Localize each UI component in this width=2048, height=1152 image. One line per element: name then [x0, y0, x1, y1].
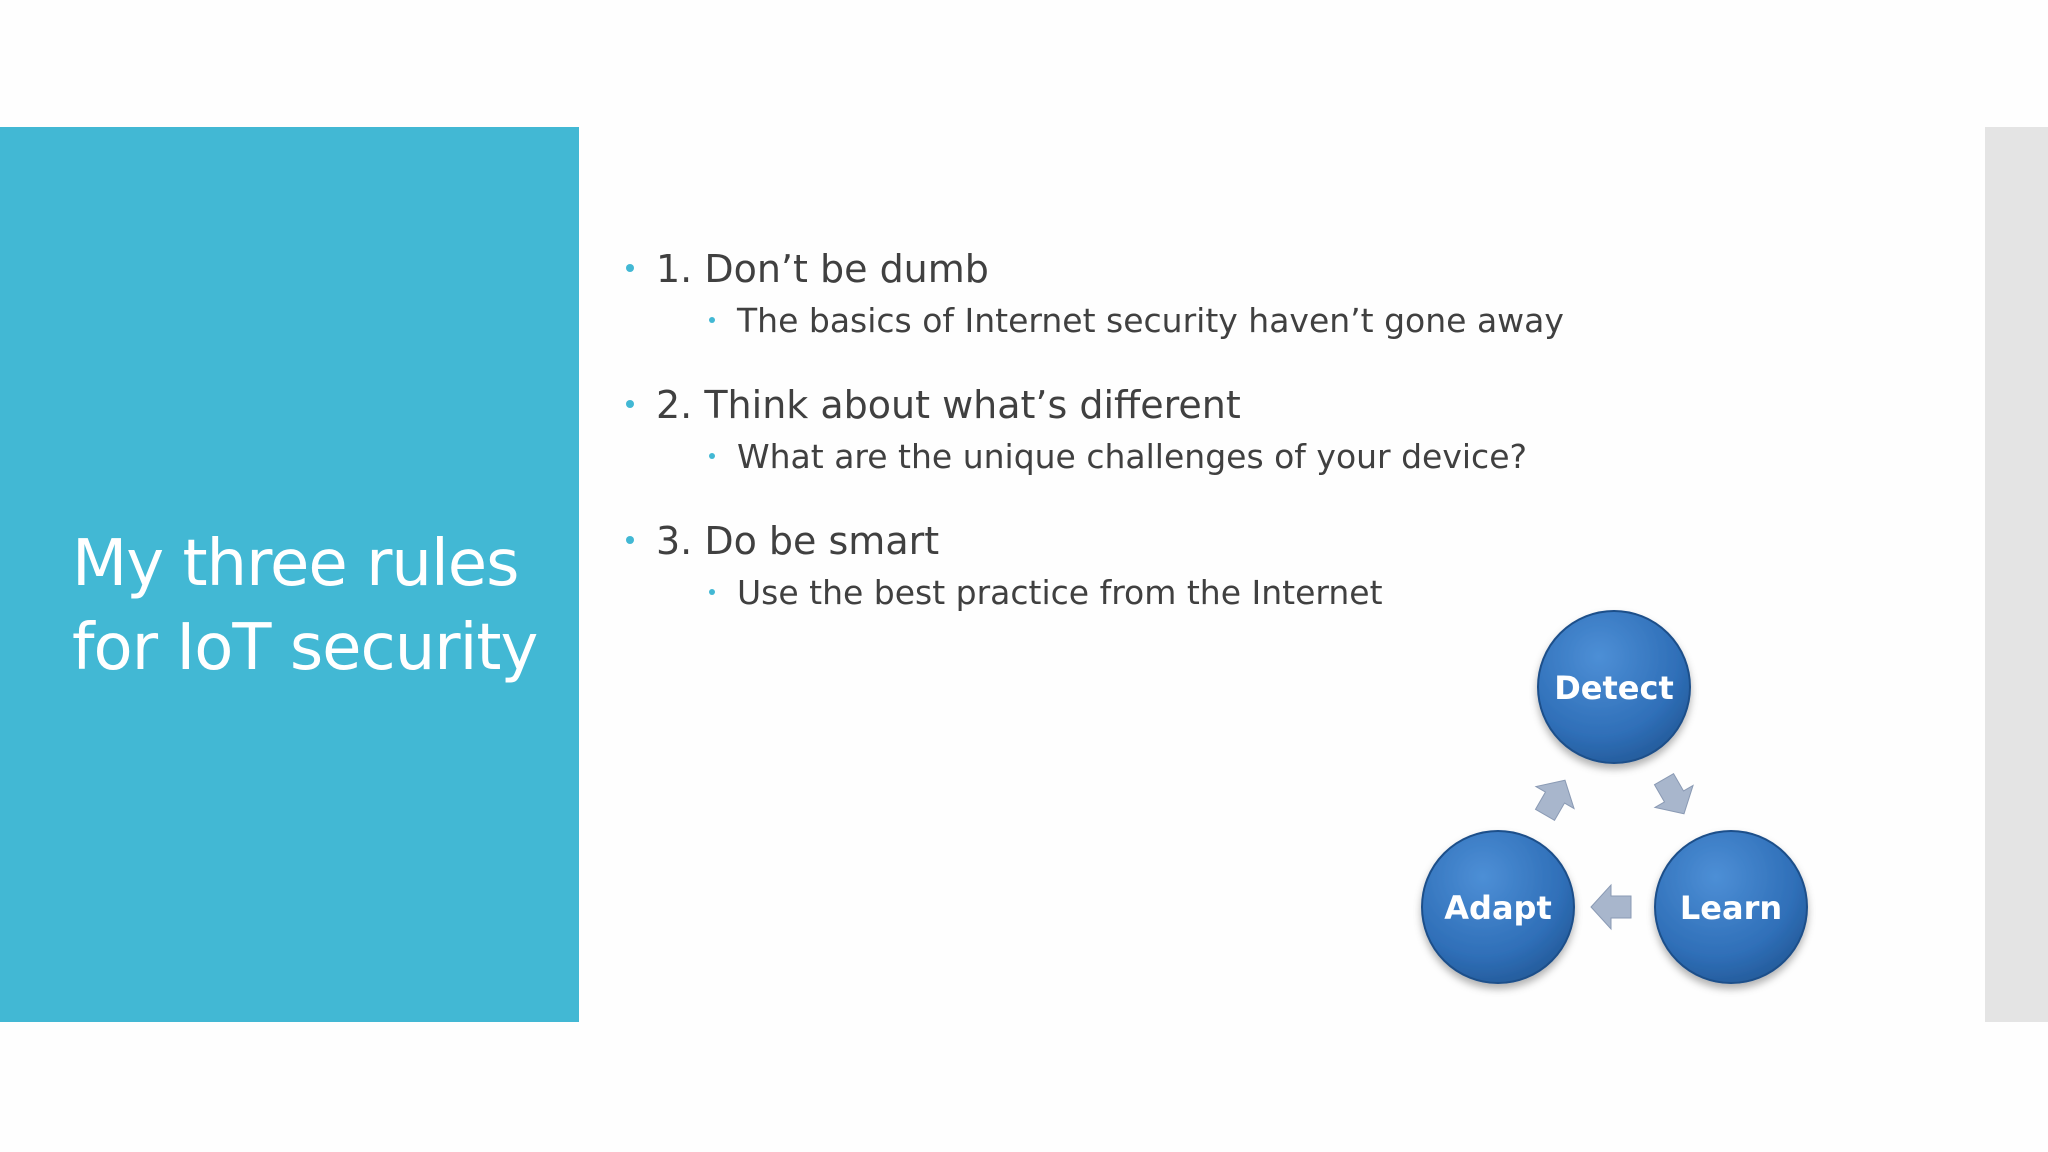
adapt-node-label: Adapt	[1444, 889, 1552, 927]
rule-detail-text: What are the unique challenges of your device?	[737, 437, 1528, 476]
slide-title: My three rules for IoT security	[72, 527, 538, 685]
arrow-adapt-to-detect-icon	[1526, 769, 1584, 826]
cycle-diagram	[1400, 590, 1840, 1010]
rule-heading	[620, 240, 1920, 298]
adapt-node	[1422, 831, 1574, 983]
sub-bullet-dot-icon	[709, 317, 715, 323]
bullet-dot-icon	[626, 400, 634, 408]
rule-heading-text: 1. Don’t be dumb	[656, 247, 989, 291]
rule-detail-text: The basics of Internet security haven’t gone away	[737, 301, 1564, 340]
bullet-dot-icon	[626, 536, 634, 544]
arrow-detect-to-learn-icon	[1645, 768, 1703, 825]
rule-item	[620, 376, 1920, 480]
rule-heading-text: 3. Do be smart	[656, 519, 940, 563]
rule-detail	[705, 434, 1920, 480]
rule-heading	[620, 376, 1920, 434]
arrow-learn-to-adapt-icon	[1591, 885, 1631, 929]
bullet-list	[620, 240, 1920, 648]
bullet-dot-icon	[626, 264, 634, 272]
rule-detail	[705, 298, 1920, 344]
sub-bullet-dot-icon	[709, 589, 715, 595]
detect-node-label: Detect	[1554, 669, 1674, 707]
rule-heading	[620, 512, 1920, 570]
sub-bullet-dot-icon	[709, 453, 715, 459]
rule-item	[620, 240, 1920, 344]
detect-node	[1538, 611, 1690, 763]
learn-node	[1655, 831, 1807, 983]
right-edge-bar	[1985, 127, 2048, 1022]
learn-node-label: Learn	[1679, 889, 1783, 927]
rule-heading-text: 2. Think about what’s different	[656, 383, 1241, 427]
rule-detail-text: Use the best practice from the Internet	[737, 573, 1383, 612]
